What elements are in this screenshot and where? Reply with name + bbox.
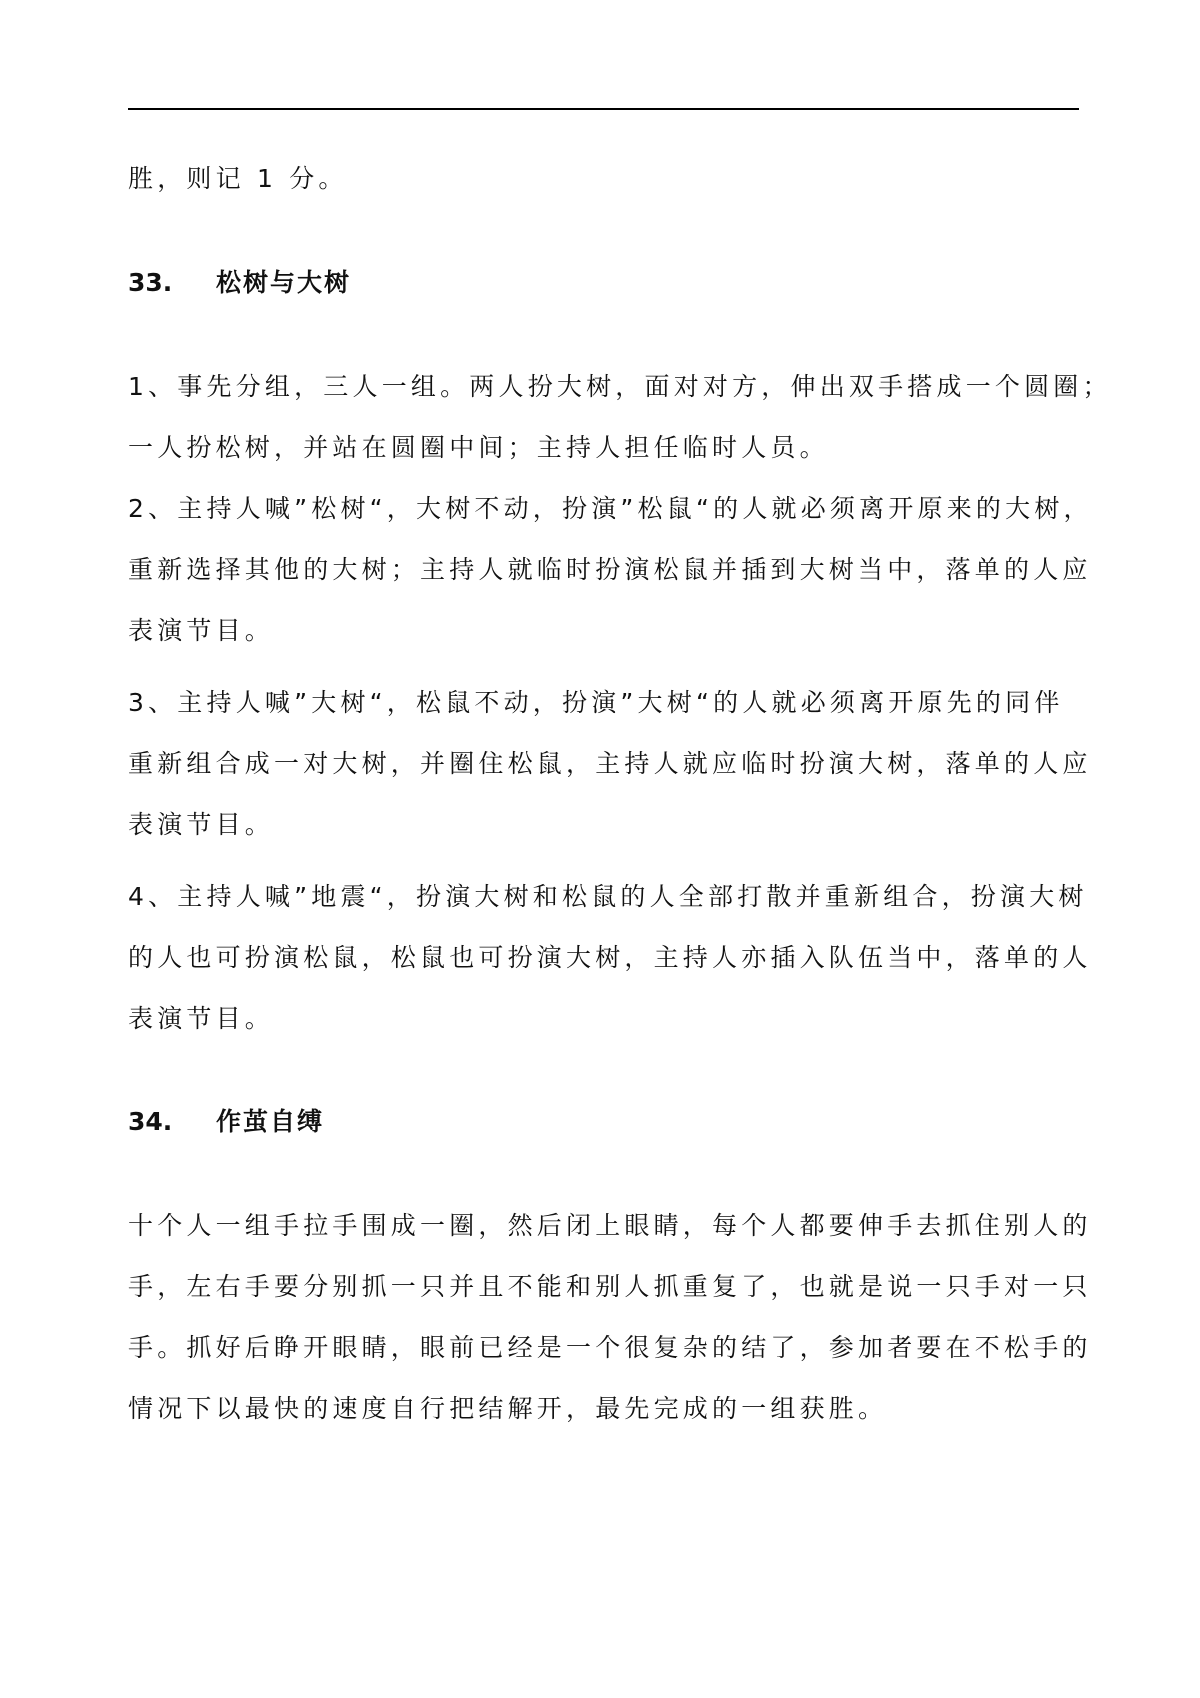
section-34-line: 情况下以最快的速度自行把结解开，最先完成的一组获胜。 (128, 1394, 888, 1423)
section-34-line: 手，左右手要分别抓一只并且不能和别人抓重复了，也就是说一只手对一只 (128, 1272, 1092, 1301)
section-33-line: 重新选择其他的大树；主持人就临时扮演松鼠并插到大树当中，落单的人应 (128, 555, 1092, 584)
section-34-line: 手。抓好后睁开眼睛，眼前已经是一个很复杂的结了，参加者要在不松手的 (128, 1333, 1092, 1362)
section-34-line: 十个人一组手拉手围成一圈，然后闭上眼睛，每个人都要伸手去抓住别人的 (128, 1211, 1092, 1240)
header-rule (128, 108, 1079, 110)
section-33-line: 2、主持人喊”松树“，大树不动，扮演”松鼠“的人就必须离开原来的大树， (128, 494, 1093, 523)
intro-line: 胜，则记 1 分。 (128, 164, 348, 193)
section-33-heading (128, 266, 351, 300)
section-33-number: 33. (128, 268, 173, 297)
section-34-heading (128, 1105, 324, 1139)
section-33-line: 表演节目。 (128, 810, 275, 839)
section-33-line: 一人扮松树，并站在圆圈中间；主持人担任临时人员。 (128, 433, 829, 462)
section-33-title: 松树与大树 (216, 268, 352, 297)
section-34-number: 34. (128, 1107, 173, 1136)
section-33-line: 重新组合成一对大树，并圈住松鼠，主持人就应临时扮演大树，落单的人应 (128, 749, 1092, 778)
section-33-line: 4、主持人喊”地震“，扮演大树和松鼠的人全部打散并重新组合，扮演大树 (128, 882, 1088, 911)
section-34-title: 作茧自缚 (216, 1107, 325, 1136)
section-33-line: 表演节目。 (128, 1004, 275, 1033)
section-33-line: 表演节目。 (128, 616, 275, 645)
section-33-line: 的人也可扮演松鼠，松鼠也可扮演大树，主持人亦插入队伍当中，落单的人 (128, 943, 1092, 972)
section-33-line: 1、事先分组，三人一组。两人扮大树，面对对方，伸出双手搭成一个圆圈； (128, 372, 1112, 401)
section-33-line: 3、主持人喊”大树“，松鼠不动，扮演”大树“的人就必须离开原先的同伴 (128, 688, 1064, 717)
